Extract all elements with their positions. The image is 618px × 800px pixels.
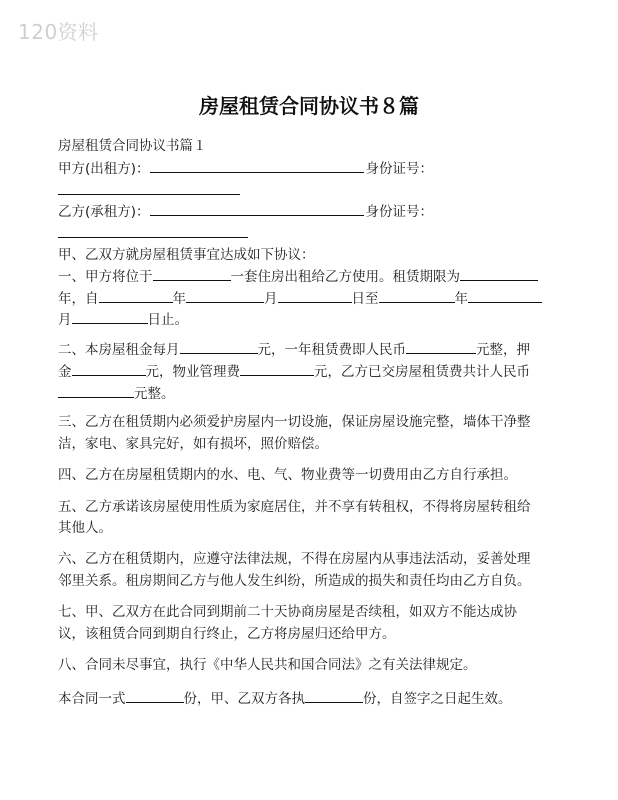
clause-2-line-2	[58, 361, 530, 381]
total-paid-blank[interactable]	[58, 383, 134, 398]
clause-1-line-3	[58, 309, 188, 329]
end-month-blank[interactable]	[468, 288, 542, 303]
document-title: 房屋租赁合同协议书８篇	[199, 94, 419, 118]
start-year-blank[interactable]	[99, 288, 173, 303]
clause-text: 月	[264, 291, 278, 307]
clause-7-line-2: 议，该租赁合同到期自行终止，乙方将房屋归还给甲方。	[58, 626, 396, 642]
annual-rent-blank[interactable]	[406, 339, 476, 354]
end-year-blank[interactable]	[379, 288, 455, 303]
clause-6-line-1: 六、乙方在租赁期内，应遵守法律法规，不得在房屋内从事违法活动，妥善处理	[58, 551, 531, 567]
section-heading: 房屋租赁合同协议书篇１	[58, 138, 207, 154]
party-b-id-blank-line	[58, 223, 248, 243]
address-blank[interactable]	[153, 266, 231, 281]
clause-text: 日至	[351, 291, 379, 307]
party-a-id-blank-line	[58, 180, 240, 200]
clause-8: 八、合同未尽事宜，执行《中华人民共和国合同法》之有关法律规定。	[58, 657, 477, 673]
party-a-name-blank[interactable]	[150, 158, 364, 173]
party-b-name-blank[interactable]	[150, 201, 364, 216]
property-fee-blank[interactable]	[240, 361, 314, 376]
clause-3-line-1: 三、乙方在租赁期内必须爱护房屋内一切设施，保证房屋设施完整，墙体干净整	[58, 414, 531, 430]
copies-blank[interactable]	[126, 688, 184, 703]
id-number-label: 身份证号：	[365, 161, 434, 177]
party-b-label: 乙方(承租方)：	[58, 204, 150, 220]
party-b-id-blank[interactable]	[58, 223, 248, 238]
clause-text: 年	[172, 291, 186, 307]
clause-3-line-2: 洁，家电、家具完好，如有损坏，照价赔偿。	[58, 436, 328, 452]
clause-5-line-2: 其他人。	[58, 520, 112, 536]
clause-text: 月	[58, 312, 72, 328]
clause-text: 一、甲方将位于	[58, 269, 153, 285]
copies-each-blank[interactable]	[305, 688, 363, 703]
clause-text: 二、本房屋租金每月	[58, 342, 180, 358]
clause-1-line-1	[58, 266, 538, 286]
clause-text: 年	[454, 291, 468, 307]
deposit-blank[interactable]	[72, 361, 146, 376]
clause-5-line-1: 五、乙方承诺该房屋使用性质为家庭居住，并不享有转租权，不得将房屋转租给	[58, 499, 531, 515]
clause-2-line-3	[58, 383, 175, 403]
clause-7-line-1: 七、甲、乙双方在此合同到期前二十天协商房屋是否续租，如双方不能达成协	[58, 604, 517, 620]
clause-text: 元，一年租赁费即人民币	[257, 342, 406, 358]
lease-years-blank[interactable]	[460, 266, 538, 281]
clause-text: 元，乙方已交房屋租赁费共计人民币	[314, 364, 530, 380]
clause-2-line-1	[58, 339, 530, 359]
party-a-label: 甲方(出租方)：	[58, 161, 150, 177]
clause-text: 年，自	[58, 291, 99, 307]
clause-text: 元，物业管理费	[145, 364, 240, 380]
intro-text: 甲、乙双方就房屋租赁事宜达成如下协议：	[58, 247, 315, 263]
start-day-blank[interactable]	[278, 288, 352, 303]
party-b-line	[58, 201, 433, 221]
end-day-blank[interactable]	[72, 309, 148, 324]
party-a-id-blank[interactable]	[58, 180, 240, 195]
clause-text: 日止。	[147, 312, 188, 328]
clause-text: 一套住房出租给乙方使用。租赁期限为	[230, 269, 460, 285]
clause-4: 四、乙方在房屋租赁期内的水、电、气、物业费等一切费用由乙方自行承担。	[58, 467, 517, 483]
clause-9	[58, 688, 512, 708]
party-a-line	[58, 158, 433, 178]
start-month-blank[interactable]	[186, 288, 264, 303]
clause-text: 元整，押	[476, 342, 530, 358]
clause-text: 金	[58, 364, 72, 380]
clause-text: 本合同一式	[58, 691, 126, 707]
clause-1-line-2	[58, 288, 542, 308]
clause-text: 份，甲、乙双方各执	[183, 691, 305, 707]
clause-text: 份，自签字之日起生效。	[363, 691, 512, 707]
clause-text: 元整。	[134, 386, 175, 402]
clause-6-line-2: 邻里关系。租房期间乙方与他人发生纠纷，所造成的损失和责任均由乙方自负。	[58, 573, 531, 589]
id-number-label: 身份证号：	[365, 204, 434, 220]
watermark-text: 120资料	[18, 20, 99, 44]
monthly-rent-blank[interactable]	[180, 339, 258, 354]
